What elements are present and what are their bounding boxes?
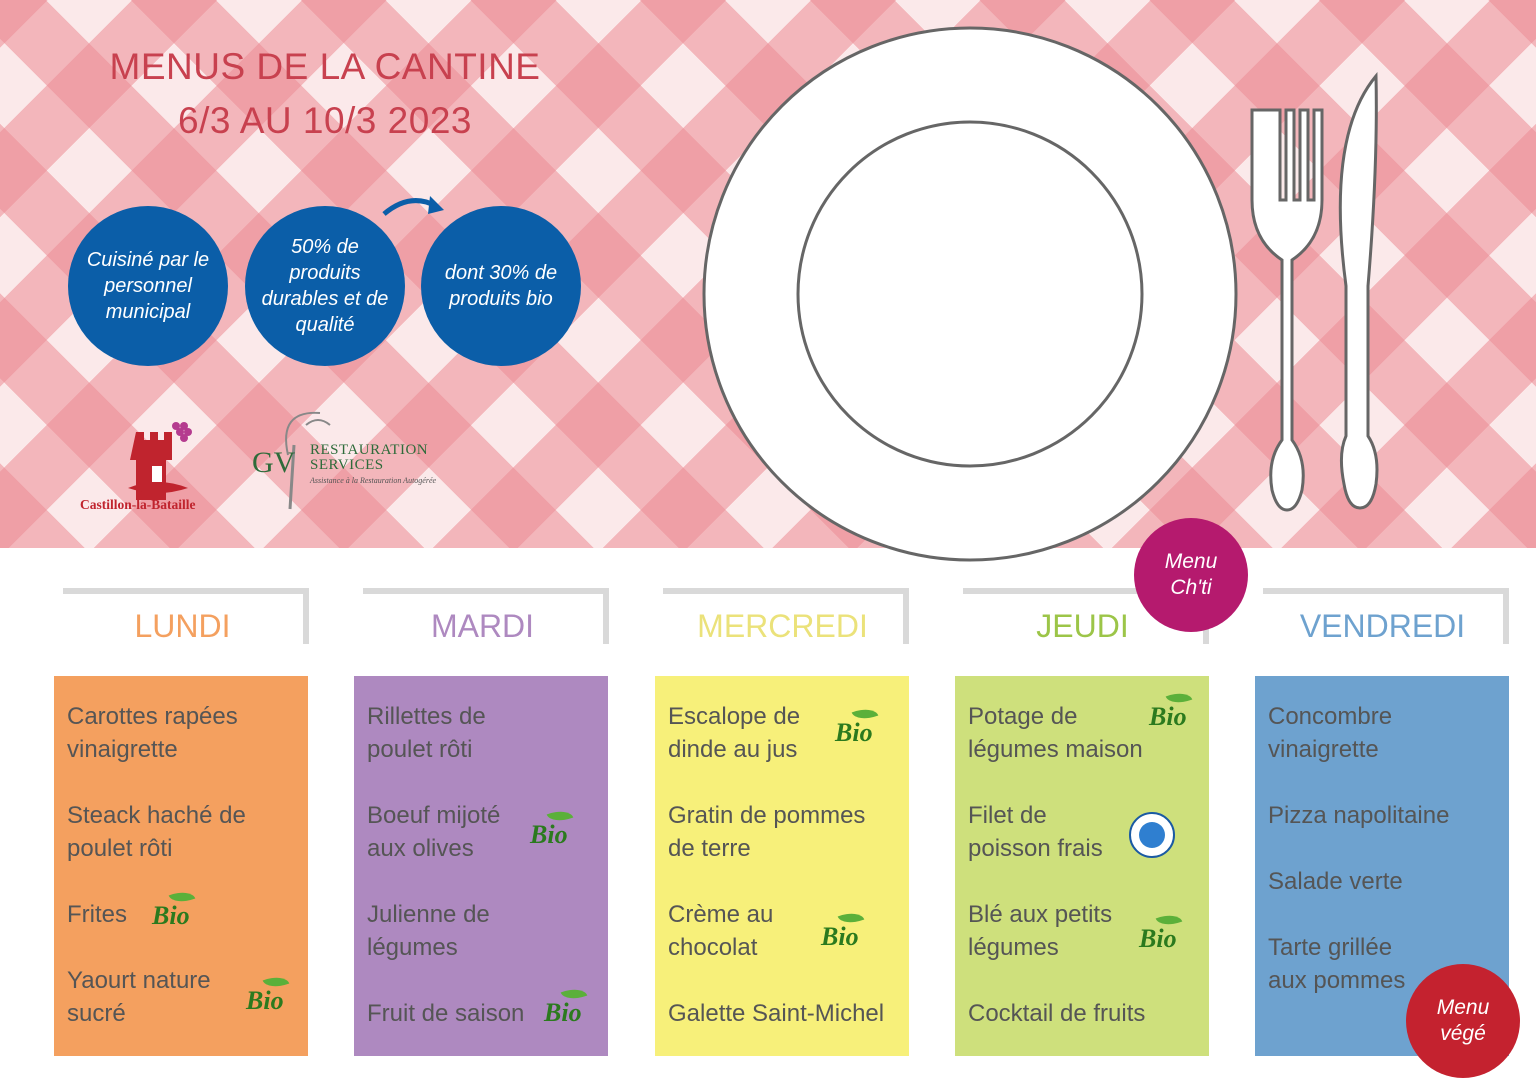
curved-arrow-icon xyxy=(380,192,450,228)
menu-item: Gratin de pommes de terre xyxy=(668,802,866,862)
gv-tagline: Assistance à la Restauration Autogérée xyxy=(310,476,437,485)
day-label: MERCREDI xyxy=(697,608,868,644)
castillon-name: Castillon-la-Bataille xyxy=(80,497,196,512)
bio-label-icon: Bio xyxy=(1139,922,1177,955)
info-circle-durable-products: 50% de produits durables et de qualité xyxy=(245,206,405,366)
menu-item: Cocktail de fruits xyxy=(968,1000,1146,1027)
menu-column-lundi xyxy=(54,676,308,1056)
menu-item: Frites xyxy=(67,901,127,928)
menu-item: Rillettes de poulet rôti xyxy=(367,703,486,763)
day-header-lundi xyxy=(55,588,310,648)
gv-restauration-text: RESTAURATION SERVICES xyxy=(310,442,429,473)
menu-column-jeudi xyxy=(955,676,1209,1056)
bio-label-icon: Bio xyxy=(246,984,284,1017)
day-label: MARDI xyxy=(430,608,535,644)
menu-item: Steack haché de poulet rôti xyxy=(67,802,246,862)
info-circle-bio-products: dont 30% de produits bio xyxy=(421,206,581,366)
day-label: JEUDI xyxy=(1036,608,1129,644)
bio-label-icon: Bio xyxy=(1149,700,1187,733)
menu-item: Yaourt nature sucré xyxy=(67,967,211,1027)
plate-illustration xyxy=(700,26,1246,574)
bio-label-icon: Bio xyxy=(835,716,873,749)
menu-column-mardi xyxy=(354,676,608,1056)
day-label: LUNDI xyxy=(134,608,231,644)
cutlery-illustration xyxy=(1238,70,1398,520)
menu-column-mercredi xyxy=(655,676,909,1056)
menu-item: Julienne de légumes xyxy=(367,901,490,961)
day-label: VENDREDI xyxy=(1299,608,1466,644)
menu-item: Galette Saint-Michel xyxy=(668,1000,885,1027)
date-range: 6/3 AU 10/3 2023 xyxy=(178,100,472,141)
menu-item: Tarte grillée aux pommes xyxy=(1268,934,1406,994)
day-header-mercredi xyxy=(655,588,910,648)
menu-chti-badge: Menu Ch'ti xyxy=(1134,518,1248,632)
page-title: MENUS DE LA CANTINE xyxy=(109,46,541,87)
menu-item: Boeuf mijoté aux olives xyxy=(367,802,501,862)
info-circle-cooked-by-staff: Cuisiné par le personnel municipal xyxy=(68,206,228,366)
menu-item: Carottes rapées vinaigrette xyxy=(67,703,238,763)
peche-durable-icon xyxy=(1129,812,1175,858)
menu-item: Concombre vinaigrette xyxy=(1268,703,1393,763)
menu-vege-badge: Menu végé xyxy=(1406,964,1520,1078)
menu-item: Filet de poisson frais xyxy=(968,802,1103,862)
menu-item: Crème au chocolat xyxy=(668,901,774,961)
day-header-vendredi xyxy=(1255,588,1510,648)
bio-label-icon: Bio xyxy=(152,899,190,932)
bio-label-icon: Bio xyxy=(821,920,859,953)
menu-item: Pizza napolitaine xyxy=(1268,802,1450,829)
bio-label-icon: Bio xyxy=(544,996,582,1029)
menu-item: Escalope de dinde au jus xyxy=(668,703,801,763)
bio-label-icon: Bio xyxy=(530,818,568,851)
menu-item: Potage de légumes maison xyxy=(968,703,1143,763)
gv-letters: GV xyxy=(252,446,296,479)
menu-item: Blé aux petits légumes xyxy=(968,901,1113,961)
day-header-mardi xyxy=(355,588,610,648)
menu-item: Fruit de saison xyxy=(367,1000,525,1027)
menu-item: Salade verte xyxy=(1268,868,1403,895)
